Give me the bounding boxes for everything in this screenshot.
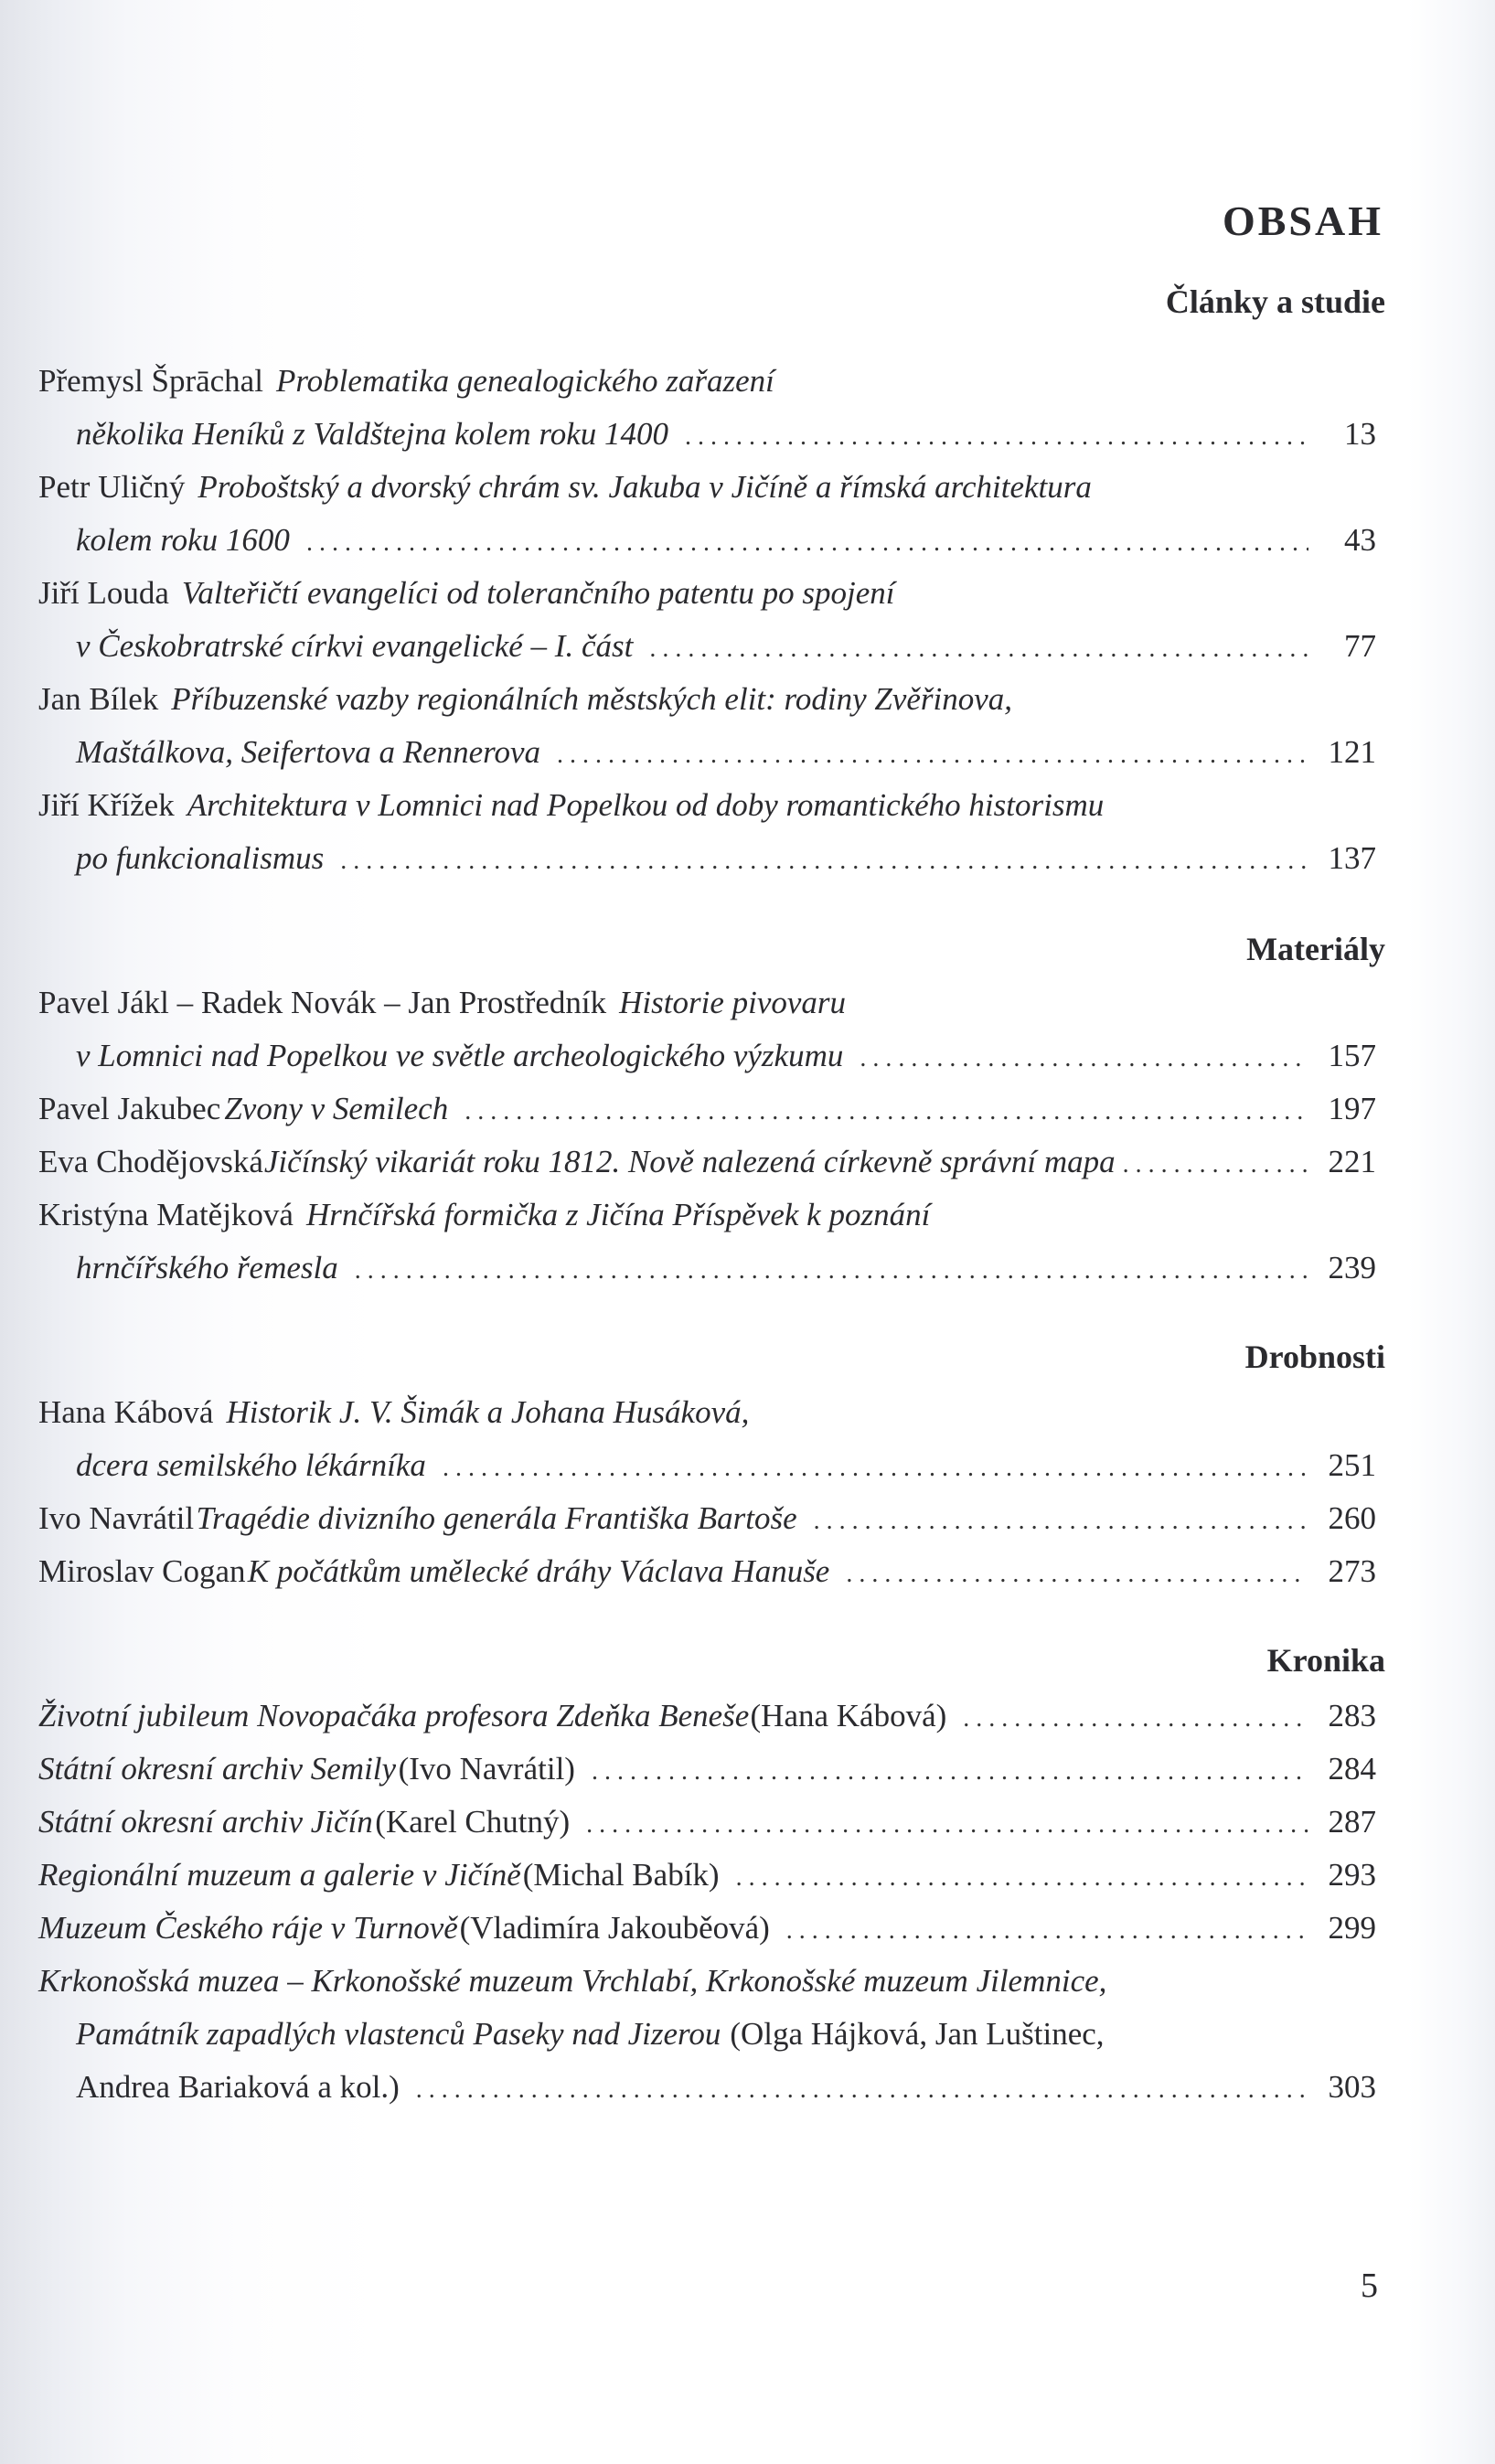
entry-title: Krkonošská muzea – Krkonošské muzeum Vrchlabí, Krkonošské muzeum Jilemnice, — [38, 1963, 1107, 1999]
entry-title: Valteřičtí evangelíci od tolerančního patentu po spojení — [181, 575, 895, 611]
toc-entry-continuation — [76, 726, 1376, 779]
toc-entry-continuation — [76, 1029, 1376, 1083]
toc-entry — [38, 1902, 1376, 1955]
entry-page-number[interactable]: 239 — [1328, 1250, 1376, 1285]
toc-entry-continuation — [76, 2061, 1376, 2114]
entry-page-number[interactable]: 303 — [1328, 2069, 1376, 2105]
section-heading-materialy: Materiály — [1246, 931, 1385, 967]
entry-author: Pavel Jákl – Radek Novák – Jan Prostředník — [38, 985, 607, 1020]
toc-entry — [38, 567, 1376, 620]
entry-author: (Hana Kábová) — [750, 1698, 947, 1733]
toc-entry-continuation — [76, 2008, 1376, 2061]
entry-page-number[interactable]: 157 — [1328, 1038, 1376, 1073]
entry-title: kolem roku 1600 — [76, 522, 290, 558]
toc-entry — [38, 1545, 1376, 1598]
dot-leader — [963, 1692, 1308, 1745]
entry-author: (Karel Chutný) — [375, 1804, 571, 1840]
entry-page-number[interactable]: 221 — [1328, 1144, 1376, 1179]
entry-title: v Českobratrské církvi evangelické – I. část — [76, 628, 634, 664]
dot-leader — [649, 623, 1308, 676]
entry-title: Státní okresní archiv Jičín — [38, 1804, 373, 1840]
page-title: OBSAH — [1222, 197, 1383, 244]
toc-entry — [38, 1386, 1376, 1439]
section-heading-kronika: Kronika — [1266, 1642, 1385, 1679]
dot-leader — [736, 1851, 1308, 1904]
entry-author: Kristýna Matějková — [38, 1197, 294, 1232]
entry-title: Hrnčířská formička z Jičína Příspěvek k poznání — [305, 1197, 931, 1232]
entry-page-number[interactable]: 251 — [1328, 1447, 1376, 1483]
entry-author: Ivo Navrátil — [38, 1500, 195, 1536]
dot-leader — [416, 2064, 1308, 2117]
entry-author: Jan Bílek — [38, 681, 159, 717]
entry-page-number[interactable]: 293 — [1328, 1857, 1376, 1893]
entry-title: několika Heníků z Valdštejna kolem roku 1400 — [76, 416, 668, 452]
toc-entry — [38, 779, 1376, 832]
entry-page-number[interactable]: 137 — [1328, 840, 1376, 876]
dot-leader — [592, 1745, 1308, 1798]
dot-leader — [1123, 1138, 1308, 1191]
entry-title: Zvony v Semilech — [224, 1091, 449, 1126]
toc-entry — [38, 1083, 1376, 1136]
toc-entry — [38, 355, 1376, 408]
entry-title: K počátkům umělecké dráhy Václava Hanuše — [247, 1553, 830, 1589]
entry-page-number[interactable]: 284 — [1328, 1751, 1376, 1787]
section-heading-clanky: Články a studie — [1165, 283, 1385, 320]
entry-title: Maštálkova, Seifertova a Rennerova — [76, 734, 540, 770]
entry-page-number[interactable]: 283 — [1328, 1698, 1376, 1733]
entry-author: Přemysl Šprāchal — [38, 363, 263, 399]
entry-title: Historie pivovaru — [619, 985, 847, 1020]
toc-entry-continuation — [76, 1242, 1376, 1295]
entry-title: Problematika genealogického zařazení — [275, 363, 774, 399]
dot-leader — [340, 835, 1308, 888]
dot-leader — [814, 1495, 1308, 1548]
entry-title: Památník zapadlých vlastenců Paseky nad Jizerou — [76, 2016, 721, 2052]
dot-leader — [355, 1244, 1308, 1297]
entry-page-number[interactable]: 273 — [1328, 1553, 1376, 1589]
entry-author: Miroslav Cogan — [38, 1553, 246, 1589]
entry-title: Historik J. V. Šimák a Johana Husáková, — [226, 1394, 750, 1430]
entry-page-number[interactable]: 121 — [1328, 734, 1376, 770]
entry-title: Tragédie divizního generála Františka Bartoše — [196, 1500, 797, 1536]
toc-entry — [38, 1136, 1376, 1189]
entry-title: Příbuzenské vazby regionálních městských elit: rodiny Zvěřinova, — [171, 681, 1013, 717]
entry-title: dcera semilského lékárníka — [76, 1447, 426, 1483]
section-heading-drobnosti: Drobnosti — [1244, 1339, 1385, 1375]
dot-leader — [860, 1032, 1308, 1085]
entry-author: (Michal Babík) — [522, 1857, 720, 1893]
toc-entry — [38, 976, 1376, 1029]
dot-leader — [465, 1085, 1308, 1138]
entry-title: v Lomnici nad Popelkou ve světle archeologického výzkumu — [76, 1038, 844, 1073]
entry-author: Eva Chodějovská — [38, 1144, 263, 1179]
entry-title: Muzeum Českého ráje v Turnově — [38, 1910, 458, 1946]
entry-page-number[interactable]: 287 — [1328, 1804, 1376, 1840]
entry-page-number[interactable]: 77 — [1344, 628, 1376, 664]
dot-leader — [685, 411, 1308, 464]
dot-leader — [443, 1442, 1308, 1495]
entry-page-number[interactable]: 43 — [1344, 522, 1376, 558]
entry-author: Petr Uličný — [38, 469, 186, 505]
entry-page-number[interactable]: 299 — [1328, 1910, 1376, 1946]
toc-entry-continuation — [76, 408, 1376, 461]
entry-author: (Olga Hájková, Jan Luštinec, — [730, 2016, 1105, 2052]
entry-title: Státní okresní archiv Semily — [38, 1751, 397, 1787]
entry-page-number[interactable]: 197 — [1328, 1091, 1376, 1126]
entry-author: Hana Kábová — [38, 1394, 214, 1430]
toc-entry — [38, 1955, 1376, 2008]
entry-title: Architektura v Lomnici nad Popelkou od doby romantického historismu — [187, 787, 1105, 823]
entry-author: Pavel Jakubec — [38, 1091, 221, 1126]
entry-title: Regionální muzeum a galerie v Jičíně — [38, 1857, 521, 1893]
toc-entry — [38, 1796, 1376, 1849]
dot-leader — [786, 1904, 1308, 1957]
entry-author: (Ivo Navrátil) — [398, 1751, 575, 1787]
toc-entry — [38, 1189, 1376, 1242]
folio-page-number: 5 — [1361, 2267, 1378, 2305]
toc-entry-continuation — [76, 514, 1376, 567]
toc-entry — [38, 1743, 1376, 1796]
entry-author: (Vladimíra Jakouběová) — [459, 1910, 770, 1946]
dot-leader — [586, 1798, 1308, 1851]
toc-entry — [38, 1492, 1376, 1545]
toc-entry-continuation — [76, 620, 1376, 673]
toc-entry — [38, 461, 1376, 514]
toc-entry — [38, 673, 1376, 726]
entry-title: po funkcionalismus — [76, 840, 325, 876]
toc-entry — [38, 1690, 1376, 1743]
dot-leader — [846, 1548, 1308, 1601]
entry-page-number[interactable]: 13 — [1344, 416, 1376, 452]
entry-title: hrnčířského řemesla — [76, 1250, 338, 1285]
entry-author: Andrea Bariaková a kol.) — [76, 2069, 400, 2105]
dot-leader — [306, 517, 1308, 570]
entry-title: Životní jubileum Novopačáka profesora Zdeňka Beneše — [38, 1698, 750, 1733]
entry-title: Jičínský vikariát roku 1812. Nově nalezená církevně správní mapa — [263, 1144, 1116, 1179]
entry-author: Jiří Louda — [38, 575, 169, 611]
toc-entry — [38, 1849, 1376, 1902]
toc-entry-continuation — [76, 832, 1376, 885]
dot-leader — [557, 729, 1308, 782]
toc-entry-continuation — [76, 1439, 1376, 1492]
entry-page-number[interactable]: 260 — [1328, 1500, 1376, 1536]
entry-author: Jiří Křížek — [38, 787, 175, 823]
entry-title: Proboštský a dvorský chrám sv. Jakuba v Jičíně a římská architektura — [198, 469, 1092, 505]
